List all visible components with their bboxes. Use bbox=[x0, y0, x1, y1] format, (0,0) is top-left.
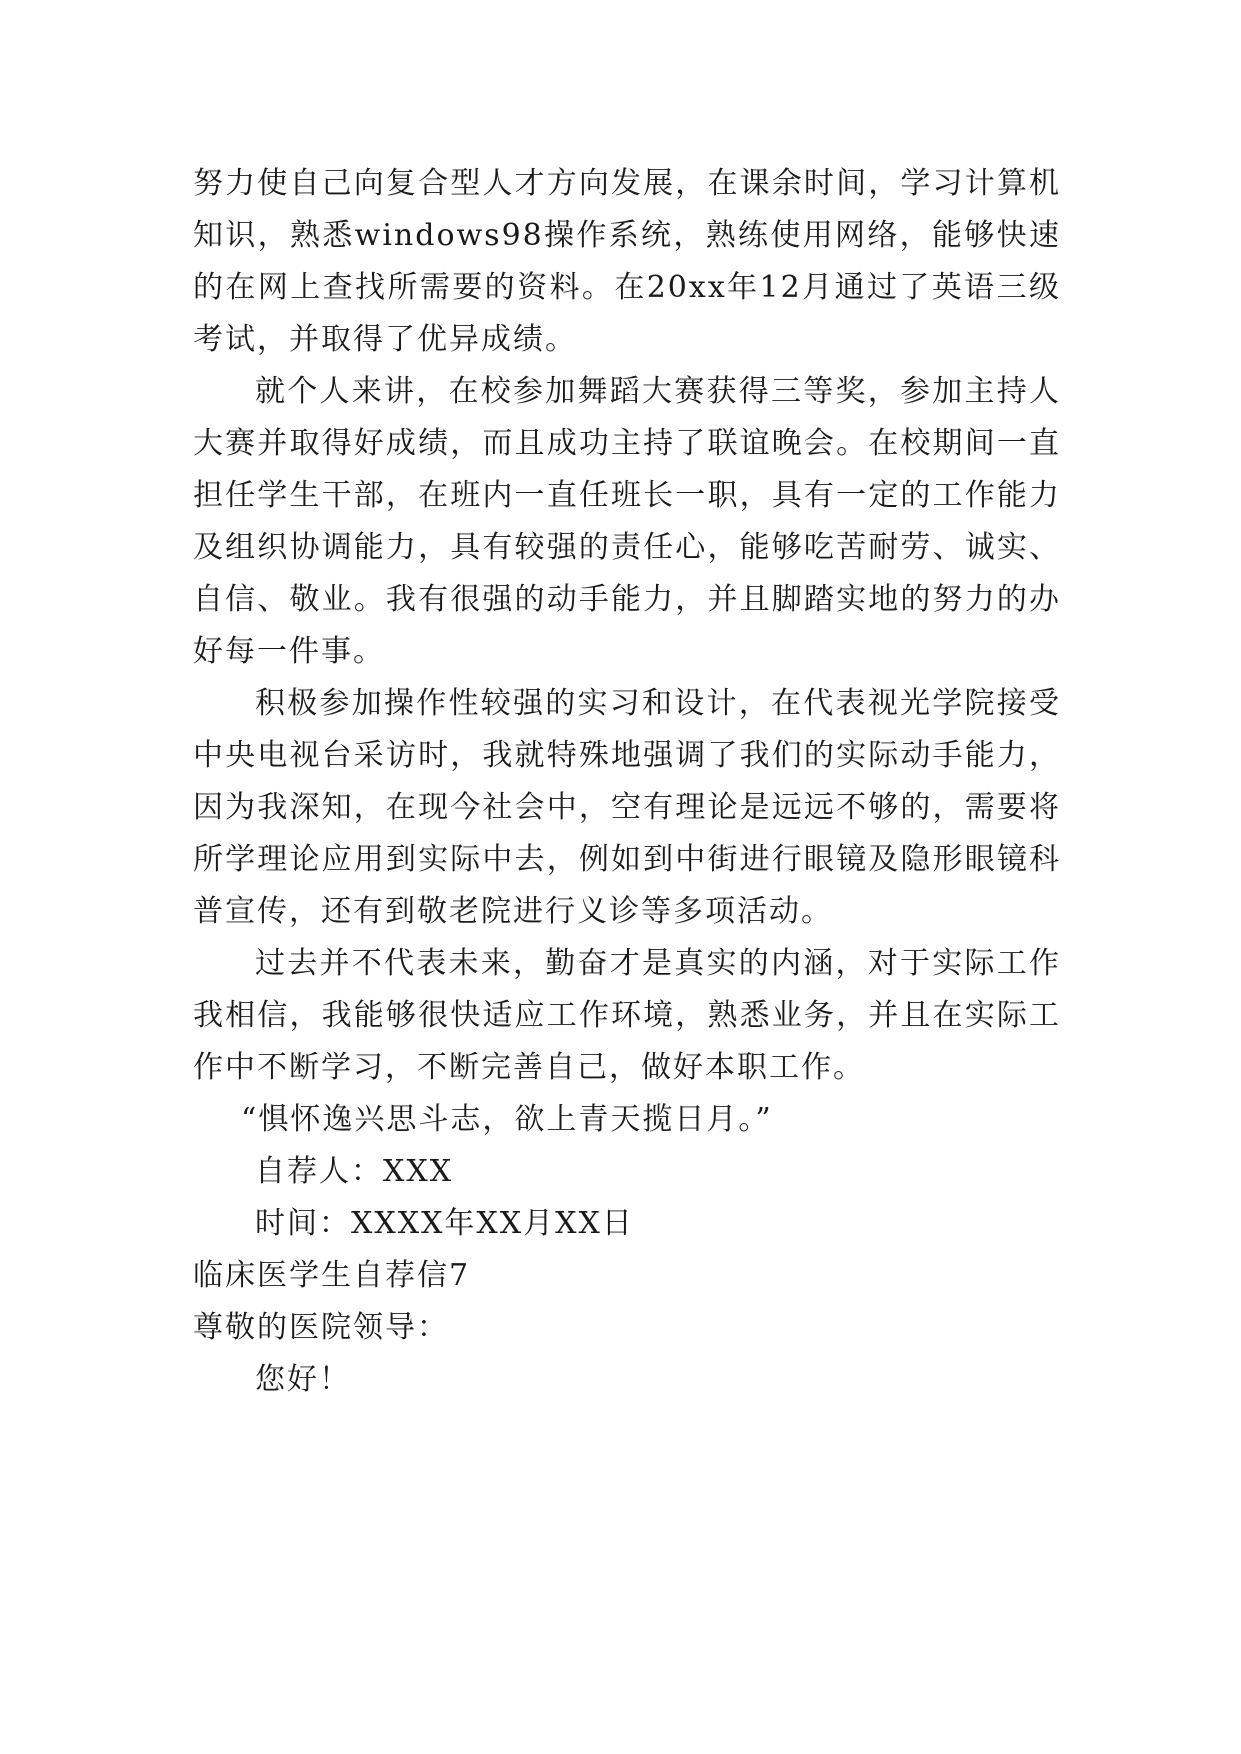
next-letter-title: 临床医学生自荐信7 bbox=[193, 1258, 471, 1293]
paragraph-future: 过去并不代表未来，勤奋才是真实的内涵，对于实际工作我相信，我能够很快适应工作环境，熟悉业务，并且在实际工作中不断学习，不断完善自己，做好本职工作。 bbox=[193, 946, 1061, 1085]
paragraph-personal: 就个人来讲，在校参加舞蹈大赛获得三等奖，参加主持人大赛并取得好成绩，而且成功主持了联谊晚会。在校期间一直担任学生干部，在班内一直任班长一职，具有一定的工作能力及组织协调能力，具有较强的责任心，能够吃苦耐劳、诚实、自信、敬业。我有很强的动手能力，并且脚踏实地的努力的办好每一件事。 bbox=[193, 374, 1061, 669]
date-line: 时间：XXXX年XX月XX日 bbox=[255, 1206, 634, 1241]
signer-line: 自荐人：XXX bbox=[255, 1154, 454, 1189]
paragraph-study: 努力使自己向复合型人才方向发展，在课余时间，学习计算机知识，熟悉windows98操作系统，熟练使用网络，能够快速的在网上查找所需要的资料。在20xx年12月通过了英语三级考试，并取得了优异成绩。 bbox=[193, 166, 1061, 357]
salutation-line: 尊敬的医院领导： bbox=[193, 1310, 449, 1345]
greeting-line: 您好！ bbox=[255, 1362, 351, 1397]
paragraph-practice: 积极参加操作性较强的实习和设计，在代表视光学院接受中央电视台采访时，我就特殊地强调了我们的实际动手能力，因为我深知，在现今社会中，空有理论是远远不够的，需要将所学理论应用到实际中去，例如到中街进行眼镜及隐形眼镜科普宣传，还有到敬老院进行义诊等多项活动。 bbox=[193, 686, 1061, 929]
letter-body bbox=[193, 158, 1061, 1406]
closing-quote: “惧怀逸兴思斗志，欲上青天揽日月。” bbox=[241, 1102, 773, 1137]
